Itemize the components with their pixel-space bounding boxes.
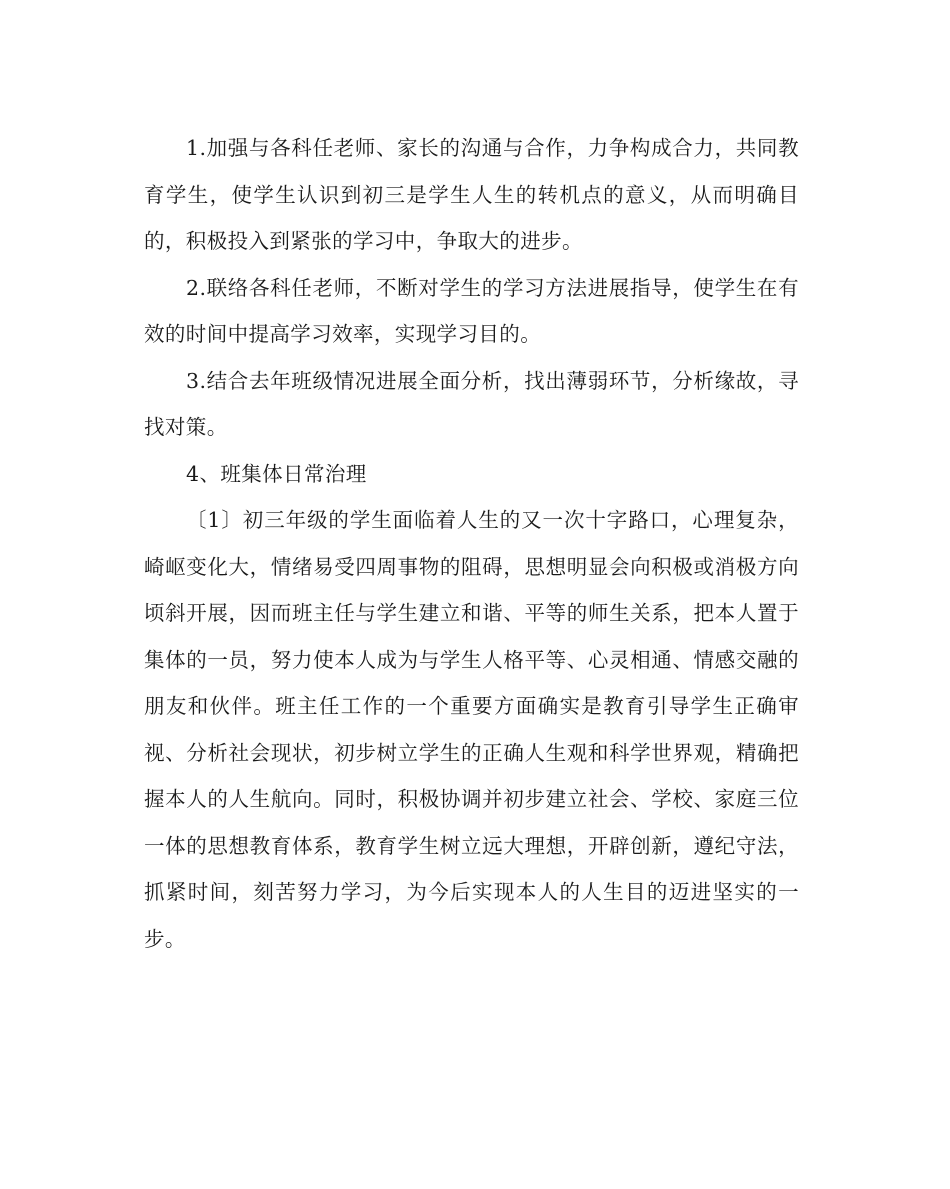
paragraph-3: 3.结合去年班级情况进展全面分析，找出薄弱环节，分析缘故，寻找对策。 <box>144 368 799 439</box>
paragraph-5: 〔1〕初三年级的学生面临着人生的又一次十字路口，心理复杂，崎岖变化大，情绪易受四周事物的阻碍，思想明显会向积极或消极方向顷斜开展，因而班主任与学生建立和谐、平等的师生关系，把本人置于集体的一员，努力使本人成为与学生人格平等、心灵相通、情感交融的朋友和伙伴。班主任工作的一个重要方面确实是教育引导学生正确审视、分析社会现状，初步树立学生的正确人生观和科学世界观，精确把握本人的人生航向。同时，积极协调并初步建立社会、学校、家庭三位一体的思想教育体系，教育学生树立远大理想，开辟创新，遵纪守法，抓紧时间，刻苦努力学习，为今后实现本人的人生目的迈进坚实的一步。 <box>144 508 799 951</box>
paragraph-1: 1.加强与各科任老师、家长的沟通与合作，力争构成合力，共同教育学生，使学生认识到初三是学生人生的转机点的意义，从而明确目的，积极投入到紧张的学习中，争取大的进步。 <box>144 136 799 253</box>
paragraph-4-heading: 4、班集体日常治理 <box>186 461 367 486</box>
paragraph-2: 2.联络各科任老师，不断对学生的学习方法进展指导，使学生在有效的时间中提高学习效率，实现学习目的。 <box>144 275 799 346</box>
document-body <box>144 125 799 962</box>
